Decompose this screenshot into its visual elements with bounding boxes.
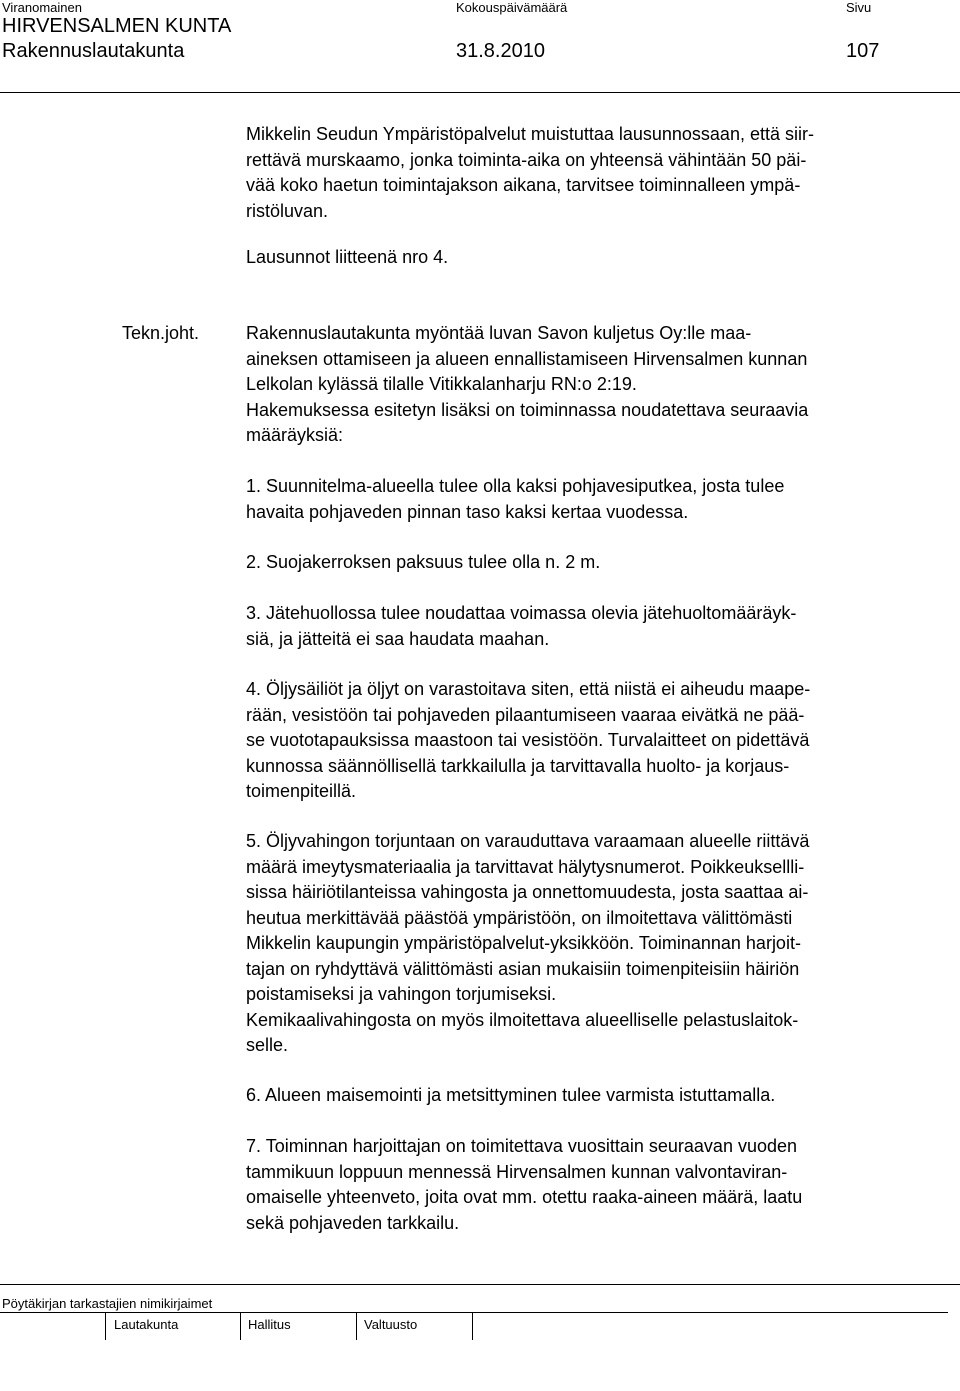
text-line: vää koko haetun toimintajakson aikana, tarvitsee toiminnalleen ympä- [246,175,801,195]
organization-name: HIRVENSALMEN KUNTA [2,15,232,37]
regulation-item-5 [246,829,936,1059]
text-line: Mikkelin Seudun Ympäristöpalvelut muistuttaa lausunnossaan, että siir- [246,124,814,144]
proposal-label: Tekn.joht. [122,323,200,343]
text-line: se vuototapauksissa maastoon tai vesistöön. Turvalaitteet on pidettävä [246,730,810,750]
text-line: Rakennuslautakunta myöntää luvan Savon kuljetus Oy:lle maa- [246,323,752,343]
text-line: määräyksiä: [246,425,344,445]
regulation-item-6 [246,1083,936,1109]
header-label-page: Sivu [846,0,872,15]
header-divider [0,92,960,93]
text-line: kunnossa säännöllisellä tarkkailulla ja tarvittavalla huolto- ja korjaus- [246,755,790,776]
text-line: aineksen ottamiseen ja alueen ennallistamiseen Hirvensalmen kunnan [246,348,808,369]
attachment-note [246,245,936,271]
text-line: sissa häiriötilanteissa vahingosta ja onnettomuudesta, josta saattaa ai- [246,882,809,902]
text-line: määrä imeytysmateriaalia ja tarvittavat hälytysnumerot. Poikkeuksellli- [246,856,805,877]
footer-column-government: Hallitus [248,1317,291,1332]
text-line: 7. Toiminnan harjoittajan on toimitettava vuosittain seuraavan vuoden [246,1136,798,1156]
text-line: heutua merkittävää päästöä ympäristöön, on ilmoitettava välittömästi [246,907,793,928]
text-line: siä, ja jätteitä ei saa haudata maahan. [246,628,550,649]
regulation-item-2 [246,550,936,576]
text-line: 1. Suunnitelma-alueella tulee olla kaksi pohjavesiputkea, josta tulee [246,476,785,496]
footer-column-board: Lautakunta [114,1317,179,1332]
intro-paragraph [246,122,936,224]
text-line: Lelkolan kylässä tilalle Vitikkalanharju RN:o 2:19. [246,374,637,394]
text-line: selle. [246,1035,289,1055]
text-line: omaiselle yhteenveto, joita ovat mm. otettu raaka-aineen määrä, laatu [246,1187,803,1207]
text-line: Lausunnot liitteenä nro 4. [246,247,449,267]
header-label-authority: Viranomainen [2,0,82,15]
regulation-item-1 [246,474,936,525]
proposal-paragraph [246,321,936,449]
signature-box-divider [105,1312,106,1340]
text-line: 3. Jätehuollossa tulee noudattaa voimassa olevia jätehuoltomääräyk- [246,603,797,623]
text-line: havaita pohjaveden pinnan taso kaksi kertaa vuodessa. [246,501,689,522]
signature-box-divider [472,1312,473,1340]
page-number: 107 [846,40,880,62]
regulation-item-4 [246,677,936,805]
text-line: sekä pohjaveden tarkkailu. [246,1212,460,1233]
signature-box-divider [240,1312,241,1340]
text-line: 5. Öljyvahingon torjuntaan on varauduttava varaamaan alueelle riittävä [246,831,810,851]
regulation-item-7 [246,1134,936,1236]
footer-signature-line [0,1312,948,1313]
text-line: Kemikaalivahingosta on myös ilmoitettava alueelliselle pelastuslaitok- [246,1009,799,1030]
text-line: 6. Alueen maisemointi ja metsittyminen tulee varmista istuttamalla. [246,1085,776,1105]
signature-box-divider [356,1312,357,1340]
text-line: tammikuun loppuun mennessä Hirvensalmen kunnan valvontaviran- [246,1161,788,1182]
text-line: 4. Öljysäiliöt ja öljyt on varastoitava siten, että niistä ei aiheudu maape- [246,679,811,699]
text-line: rään, vesistöön tai pohjaveden pilaantumiseen vaaraa eivätkä ne pää- [246,704,805,725]
footer-top-divider [0,1284,960,1285]
text-line: tajan on ryhdyttävä välittömästi asian mukaisiin toimenpiteisiin häiriön [246,958,800,979]
regulation-item-3 [246,601,936,652]
text-line: ristöluvan. [246,200,329,221]
text-line: Mikkelin kaupungin ympäristöpalvelut-yksikköön. Toiminannan harjoit- [246,933,801,953]
board-name: Rakennuslautakunta [2,40,185,62]
footer-title: Pöytäkirjan tarkastajien nimikirjaimet [2,1296,213,1311]
footer-column-council: Valtuusto [364,1317,418,1332]
text-line: Hakemuksessa esitetyn lisäksi on toiminnassa noudatettava seuraavia [246,399,809,420]
text-line: 2. Suojakerroksen paksuus tulee olla n. 2 m. [246,552,601,572]
header-label-meeting-date: Kokouspäivämäärä [456,0,568,15]
text-line: toimenpiteillä. [246,781,357,801]
text-line: poistamiseksi ja vahingon torjumiseksi. [246,984,557,1004]
meeting-date: 31.8.2010 [456,40,545,62]
text-line: rettävä murskaamo, jonka toiminta-aika on yhteensä vähintään 50 päi- [246,149,807,170]
